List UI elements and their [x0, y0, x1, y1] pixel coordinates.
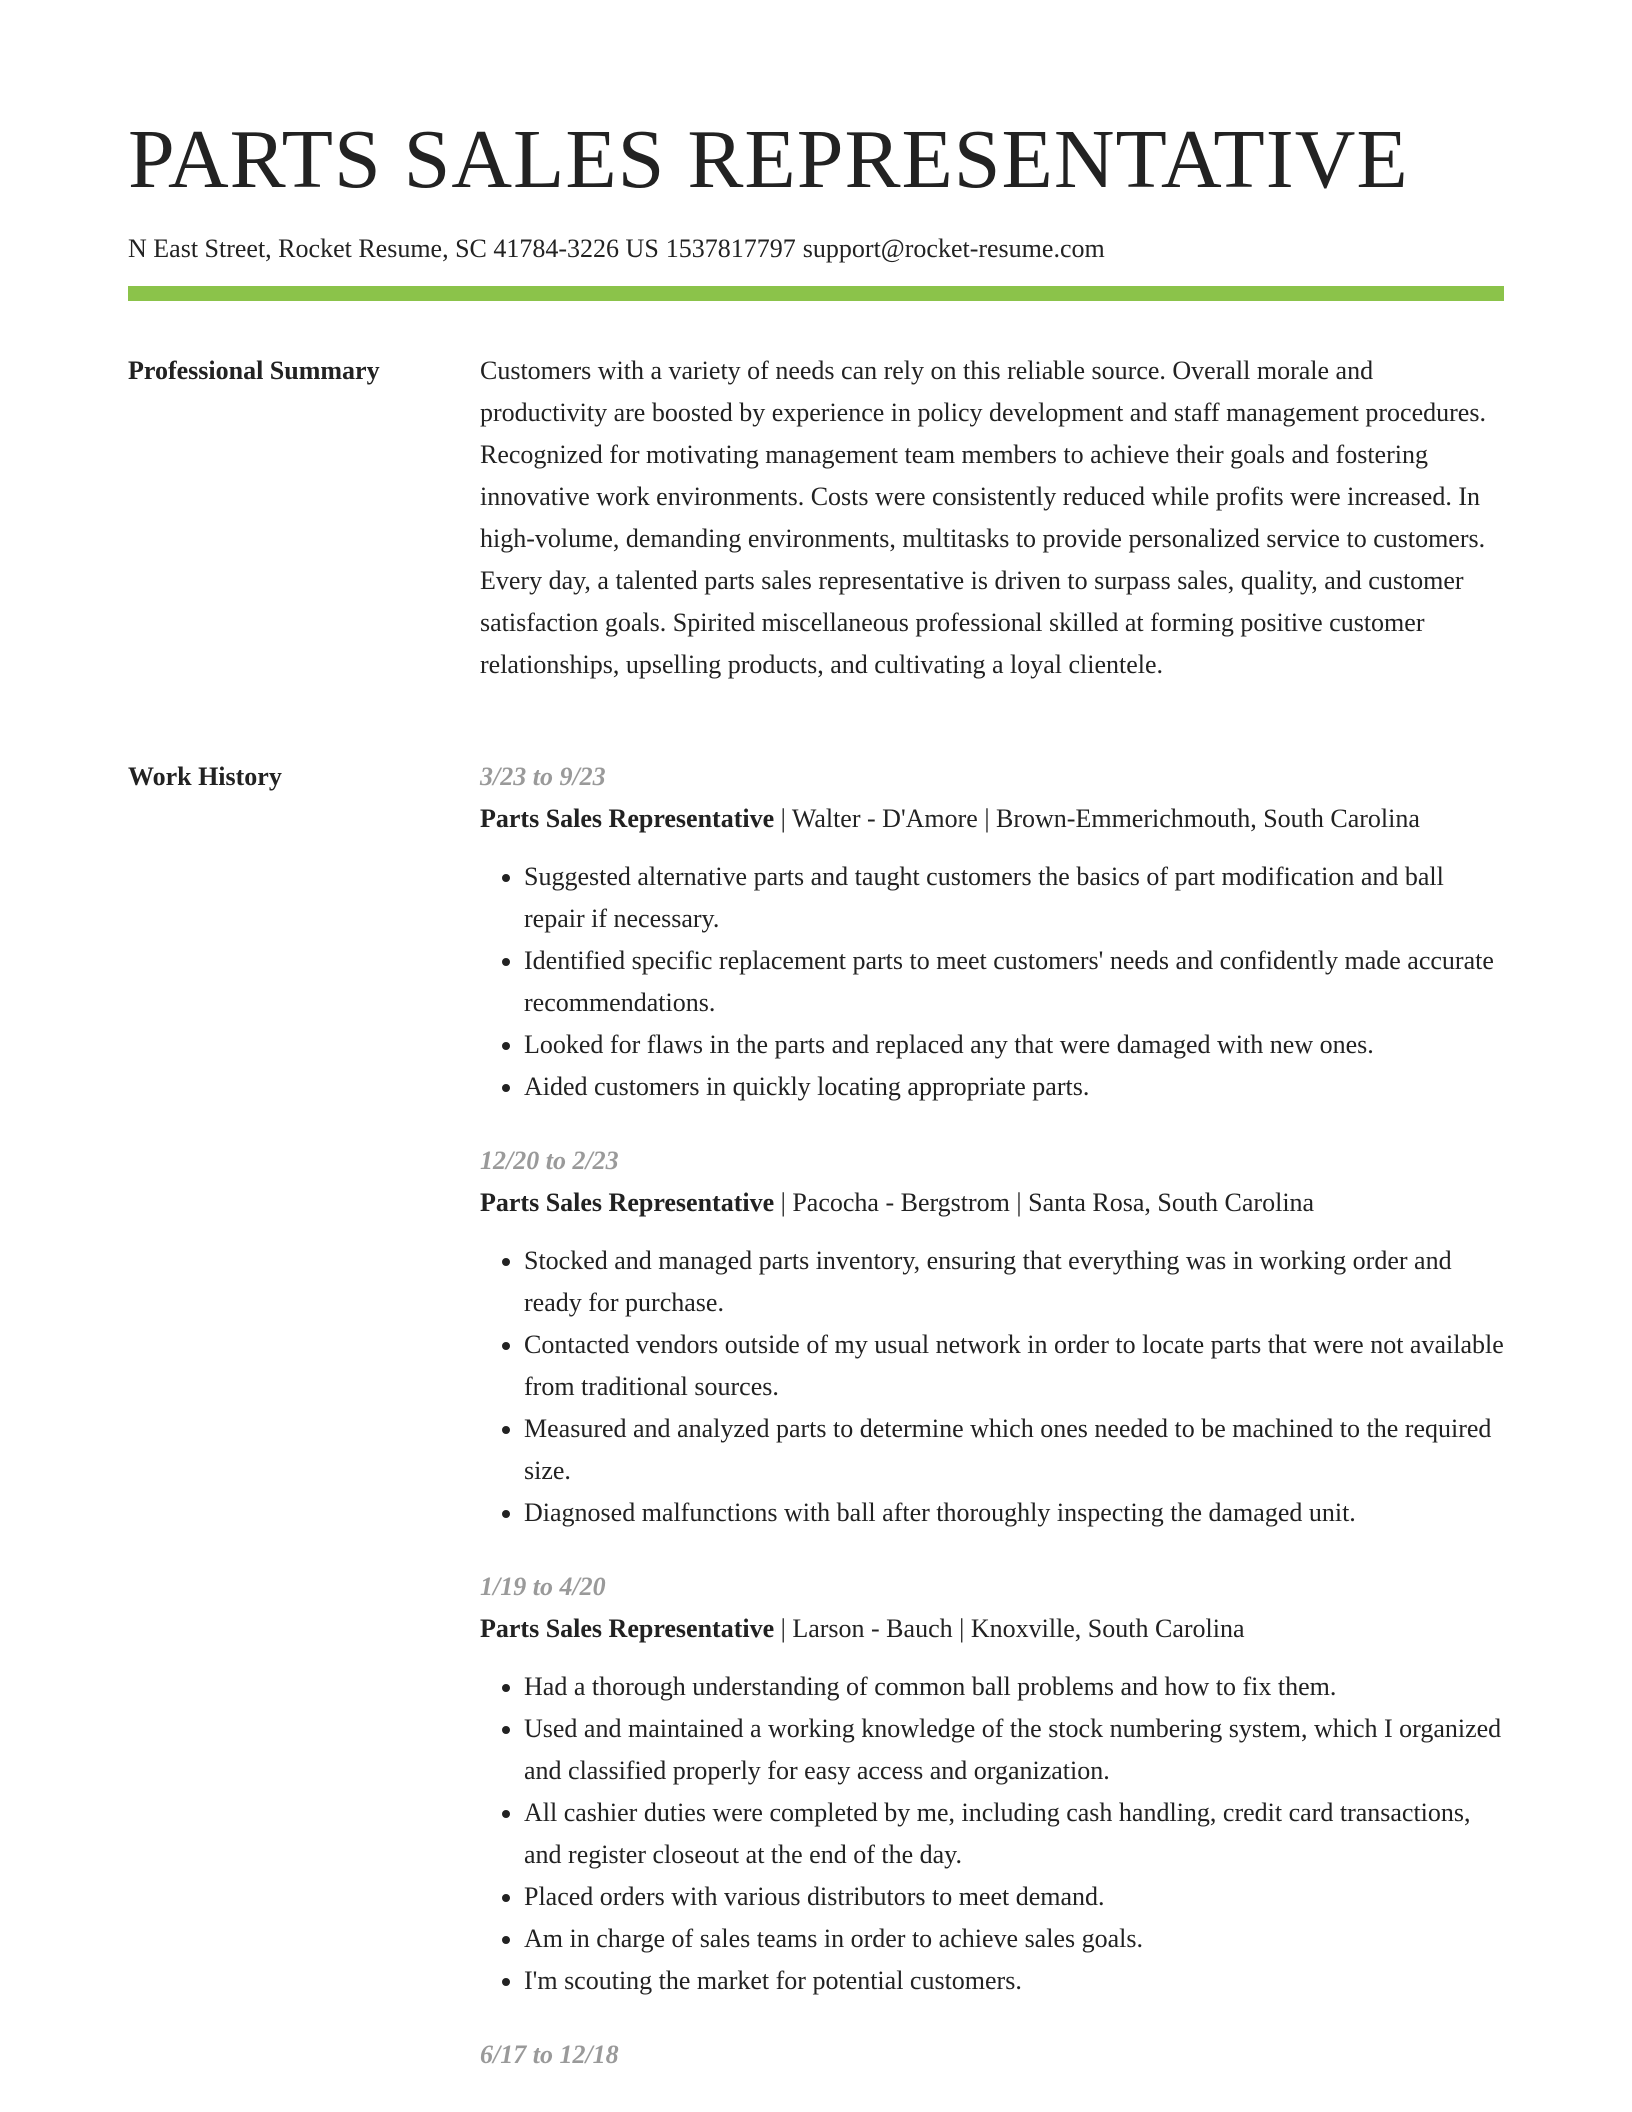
job-bullet: • Stocked and managed parts inventory, ensuring that everything was in working order and ready for purchase. — [524, 1240, 1504, 1324]
summary-label: Professional Summary — [128, 356, 380, 385]
job-bullet: • Identified specific replacement parts to meet customers' needs and confidently made accurate recommendations. — [524, 940, 1504, 1024]
job-bullet-list — [480, 1666, 1504, 2002]
job-bullet: • Measured and analyzed parts to determine which ones needed to be machined to the required size. — [524, 1408, 1504, 1492]
job-title: Parts Sales Representative — [480, 1614, 775, 1643]
summary-body — [480, 350, 1504, 686]
job-title: Parts Sales Representative — [480, 1188, 775, 1217]
job-dates: 12/20 to 2/23 — [480, 1146, 619, 1175]
job-bullet: • Diagnosed malfunctions with ball after thoroughly inspecting the damaged unit. — [524, 1492, 1504, 1534]
job-bullet: • Placed orders with various distributors to meet demand. — [524, 1876, 1504, 1918]
job-entry — [480, 756, 1504, 1108]
job-company-location: | Larson - Bauch | Knoxville, South Carolina — [774, 1614, 1245, 1643]
job-company-location: | Pacocha - Bergstrom | Santa Rosa, South Carolina — [774, 1188, 1315, 1217]
job-title: Parts Sales Representative — [480, 804, 775, 833]
job-bullet: • Aided customers in quickly locating appropriate parts. — [524, 1066, 1504, 1108]
job-dates: 3/23 to 9/23 — [480, 762, 606, 791]
job-heading — [480, 1608, 1504, 1650]
job-entry — [480, 2034, 1504, 2076]
phone-text: 1537817797 — [665, 234, 796, 263]
job-bullet: • I'm scouting the market for potential customers. — [524, 1960, 1504, 2002]
resume-title: PARTS SALES REPRESENTATIVE — [128, 113, 1409, 206]
job-bullet: • Suggested alternative parts and taught customers the basics of part modification and ball repair if necessary. — [524, 856, 1504, 940]
contact-line — [128, 233, 1105, 264]
job-bullet: • Looked for flaws in the parts and replaced any that were damaged with new ones. — [524, 1024, 1504, 1066]
job-dates: 6/17 to 12/18 — [480, 2040, 619, 2069]
job-bullet: • Had a thorough understanding of common ball problems and how to fix them. — [524, 1666, 1504, 1708]
job-bullet-list — [480, 1240, 1504, 1534]
job-bullet-list — [480, 856, 1504, 1108]
summary-text: Customers with a variety of needs can rely on this reliable source. Overall morale and productivity are boosted by experience in policy development and staff management procedures. Recognized for motivating management team members to achieve their goals and fostering innovative work environments. Costs were consistently reduced while profits were increased. In high-volume, demanding environments, multitasks to provide personalized service to customers. Every day, a talented parts sales representative is driven to surpass sales, quality, and customer satisfaction goals. Spirited miscellaneous professional skilled at forming positive customer relationships, upselling products, and cultivating a loyal clientele. — [480, 356, 1486, 679]
job-entry — [480, 1140, 1504, 1534]
job-entry — [480, 1566, 1504, 2002]
work-history-label: Work History — [128, 762, 282, 791]
work-history-body — [480, 756, 1504, 2108]
job-bullet: • Contacted vendors outside of my usual network in order to locate parts that were not available from traditional sources. — [524, 1324, 1504, 1408]
header-divider — [128, 286, 1504, 301]
job-dates: 1/19 to 4/20 — [480, 1572, 606, 1601]
job-heading — [480, 1182, 1504, 1224]
job-bullet: • Am in charge of sales teams in order to achieve sales goals. — [524, 1918, 1504, 1960]
job-bullet: • Used and maintained a working knowledge of the stock numbering system, which I organized and classified properly for easy access and organization. — [524, 1708, 1504, 1792]
email-text: support@rocket-resume.com — [802, 234, 1105, 263]
address-text: N East Street, Rocket Resume, SC 41784-3226 US — [128, 234, 659, 263]
job-bullet: • All cashier duties were completed by me, including cash handling, credit card transactions, and register closeout at the end of the day. — [524, 1792, 1504, 1876]
job-company-location: | Walter - D'Amore | Brown-Emmerichmouth, South Carolina — [774, 804, 1420, 833]
job-heading — [480, 798, 1504, 840]
